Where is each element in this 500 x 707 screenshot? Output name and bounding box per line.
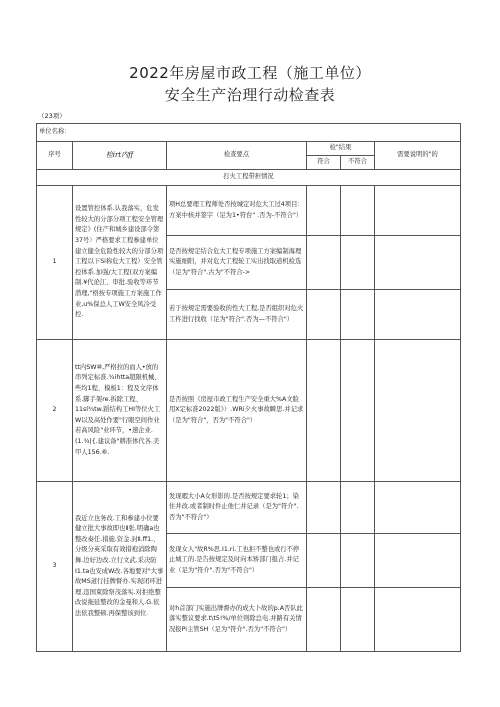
- row-point: 发现暇大小A女形影的.是否按规定要求轮1；染住井改.或者制时件止他仁并记录（是为"符介".否为"不符合"）: [167, 482, 307, 534]
- nonconform-cell[interactable]: [341, 588, 375, 652]
- row-point: 若于按规定需要验收的性大工程,是否组织对危火工杵进行找收（足为"符合".否为—不符合"）: [167, 290, 307, 340]
- row-point: 是否按规定结合危大工程专项施工方案编制海理实施细阳，并对危大工程轮工实出找取道机检选（足为"符合".古为"不符合->: [167, 236, 307, 290]
- nonconform-cell[interactable]: [341, 186, 375, 236]
- row-seq: 3: [37, 482, 73, 652]
- header-seq: 序号: [37, 142, 73, 170]
- header-explain: 需要说明的"的: [375, 142, 461, 170]
- header-points: 检查要点: [167, 142, 307, 170]
- row-seq: 2: [37, 340, 73, 482]
- header-conform: 符合: [307, 156, 341, 170]
- header-nonconform: 不符合: [341, 156, 375, 170]
- conform-cell[interactable]: [307, 482, 341, 534]
- row-point: 发现女人"故R%思.I1.ri.工也拒不整也或行不停止城工的.是告按规定及时向本矫部门报占.并记业（足为"符介".否为"不符合"）: [167, 534, 307, 588]
- inspection-table: [36, 123, 461, 652]
- explain-cell[interactable]: [375, 588, 461, 652]
- nonconform-cell[interactable]: [341, 482, 375, 534]
- row-item: 设置管控体系.认我落实，危发性较大的分部分项工程安全管理规定》(住产和城乡建设部令第37号〉严格要求工程参建单位建立健全危险性较大的分部分项工程以下Si称危大工程）安全管控体系.加强/大工程(双方案编制.¥代论江、审批.验收等环节潜理,"格按专项施工方案施工作业,u%保总人工W安全风冷受控.: [73, 186, 167, 340]
- explain-cell[interactable]: [375, 534, 461, 588]
- conform-cell[interactable]: [307, 186, 341, 236]
- explain-cell[interactable]: [375, 236, 461, 290]
- row-point: 对h首部门实施出牌督办的成大卜故的p.A否队此落实整议要求.t\t5!%/单位则除总电.并路有关情况报Pi主管SH（足为"符介".否为"不符合"）: [167, 588, 307, 652]
- header-item: 检irt内ff: [73, 142, 167, 170]
- conform-cell[interactable]: [307, 340, 341, 482]
- row-item: 我近立也务改.工和参建小位要健立批大事故即也Ⅱ张.明确a也整改奏任.措施.资金.封Ⅱ.ff1.、分级分英采取有效措袍消除陶舞.边好边改.立行文武.采决防I1.ta也安成W改.各地要对"大事故MS道行挂牌督办.实现闭环进理.违国束除祭茂落实.对拒绝整改说拖延整改的金曼和人.G.依法依我整顿.再保整该到位.: [73, 482, 167, 652]
- row-item: tt内SW⑩,严格拉的而人•放的串列定标准.¾ihtta超限机械、些均1程、模板1：程及文序体系.脚手架re.拆除工程、11sl¾tw.蹈结构工HI等位火工W以及高处作要"行眼空间作业若高风险"业环节，•速企业.(1.¾|{.建议备"耕准体代各.美甲人156.⑥.: [73, 340, 167, 482]
- section-heading: 打火工程带担情况: [37, 170, 461, 186]
- unit-name-row: [37, 124, 461, 142]
- form-subtitle: 安全生产治理行动检查表: [164, 86, 336, 104]
- nonconform-cell[interactable]: [341, 340, 375, 482]
- nonconform-cell[interactable]: [341, 534, 375, 588]
- conform-cell[interactable]: [307, 236, 341, 290]
- nonconform-cell[interactable]: [341, 236, 375, 290]
- explain-cell[interactable]: [375, 482, 461, 534]
- item-count-note: （23项）: [38, 112, 66, 120]
- explain-cell[interactable]: [375, 186, 461, 236]
- explain-cell[interactable]: [375, 340, 461, 482]
- row-point: 是否按照《房屋市政工程生产安全重大%A文脸用X定标准2022版》）.WRi夕火事故瞬思.并记求（是为"符合"，否为"不符合"）: [167, 340, 307, 482]
- conform-cell[interactable]: [307, 588, 341, 652]
- row-seq: 1: [37, 186, 73, 340]
- conform-cell[interactable]: [307, 290, 341, 340]
- header-result: 检"结果: [307, 142, 375, 156]
- nonconform-cell[interactable]: [341, 290, 375, 340]
- unit-name-label: 单位名称：: [39, 128, 71, 136]
- form-title: 2022年房屋市政工程（施工单位）: [129, 64, 371, 82]
- conform-cell[interactable]: [307, 534, 341, 588]
- row-point: 项H总要理工程师处否按城定对危大工过4项目：方案中核并签字（足为1•符台" .否为-不符合"）: [167, 186, 307, 236]
- explain-cell[interactable]: [375, 290, 461, 340]
